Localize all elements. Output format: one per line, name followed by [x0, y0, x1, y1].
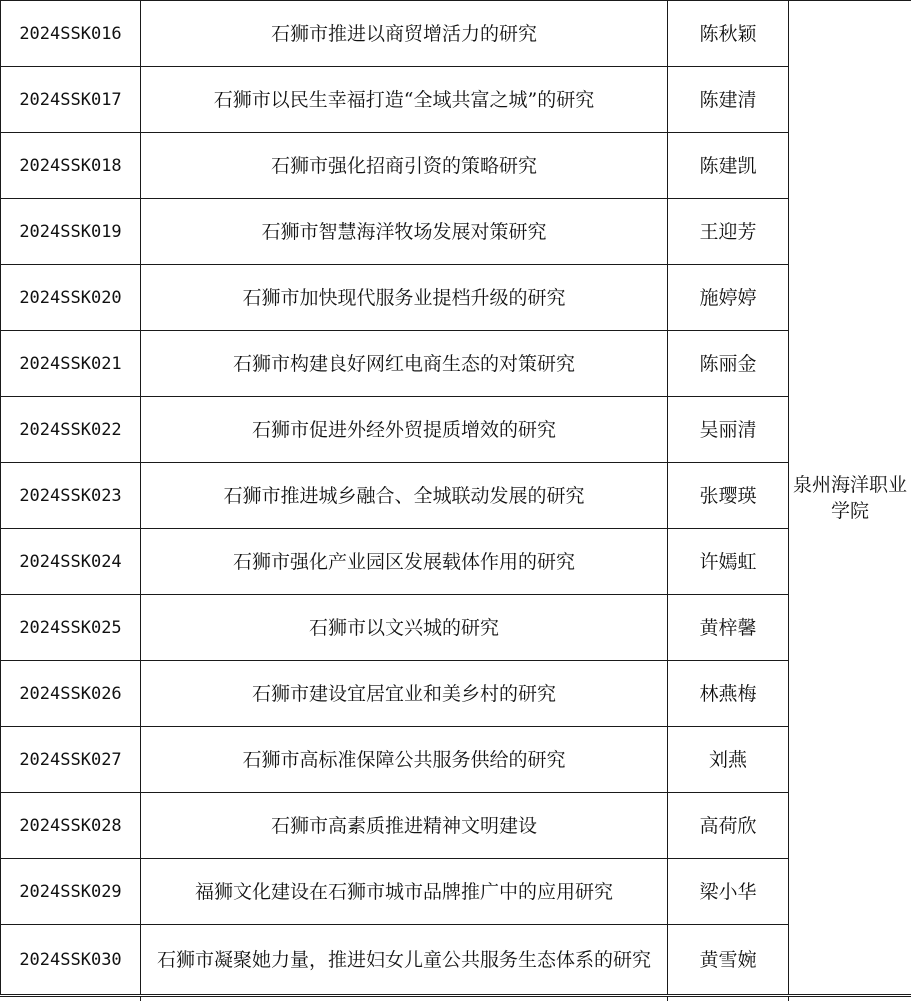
project-leader: 黄梓馨: [668, 595, 789, 661]
project-code: 2024SSK020: [1, 265, 141, 331]
project-code: 2024SSK026: [1, 661, 141, 727]
project-leader: 吴丽清: [668, 397, 789, 463]
project-leader: 王迎芳: [668, 199, 789, 265]
project-code: 2024SSK022: [1, 397, 141, 463]
project-title: 石狮市加快现代服务业提档升级的研究: [141, 265, 668, 331]
table-row: [1, 661, 911, 727]
project-leader: 陈建凯: [668, 133, 789, 199]
project-title: 石狮市建设宜居宜业和美乡村的研究: [141, 661, 668, 727]
project-code: 2024SSK024: [1, 529, 141, 595]
project-title: 石狮市构建良好网红电商生态的对策研究: [141, 331, 668, 397]
project-title: 石狮市推进城乡融合、全城联动发展的研究: [141, 463, 668, 529]
organization-cell: 泉州海洋职业学院: [789, 1, 911, 995]
table-row: [1, 133, 911, 199]
table-row: [1, 529, 911, 595]
project-leader: 高荷欣: [668, 793, 789, 859]
project-leader: 施婷婷: [668, 265, 789, 331]
table-bottom-edge: [0, 996, 911, 1001]
table-row: [1, 925, 911, 995]
table-row: [1, 331, 911, 397]
project-code: 2024SSK021: [1, 331, 141, 397]
project-code: 2024SSK019: [1, 199, 141, 265]
project-title: 福狮文化建设在石狮市城市品牌推广中的应用研究: [141, 859, 668, 925]
project-title: 石狮市凝聚她力量，推进妇女儿童公共服务生态体系的研究: [141, 925, 668, 995]
project-code: 2024SSK018: [1, 133, 141, 199]
table-row: [1, 199, 911, 265]
project-leader: 黄雪婉: [668, 925, 789, 995]
project-title: 石狮市以民生幸福打造“全域共富之城”的研究: [141, 67, 668, 133]
table-row: [1, 265, 911, 331]
project-leader: 许嫣虹: [668, 529, 789, 595]
project-title: 石狮市智慧海洋牧场发展对策研究: [141, 199, 668, 265]
table-row: [1, 463, 911, 529]
project-code: 2024SSK030: [1, 925, 141, 995]
project-leader: 陈丽金: [668, 331, 789, 397]
project-title: 石狮市推进以商贸增活力的研究: [141, 1, 668, 67]
project-title: 石狮市强化产业园区发展载体作用的研究: [141, 529, 668, 595]
project-code: 2024SSK028: [1, 793, 141, 859]
project-leader: 张璎瑛: [668, 463, 789, 529]
project-leader: 陈建清: [668, 67, 789, 133]
table-row: [1, 727, 911, 793]
project-title: 石狮市促进外经外贸提质增效的研究: [141, 397, 668, 463]
table-row: [1, 397, 911, 463]
project-leader: 梁小华: [668, 859, 789, 925]
project-title: 石狮市高素质推进精神文明建设: [141, 793, 668, 859]
project-code: 2024SSK029: [1, 859, 141, 925]
project-code: 2024SSK017: [1, 67, 141, 133]
project-leader: 陈秋颖: [668, 1, 789, 67]
table-row: [1, 67, 911, 133]
project-leader: 刘燕: [668, 727, 789, 793]
project-leader: 林燕梅: [668, 661, 789, 727]
project-code: 2024SSK027: [1, 727, 141, 793]
project-title: 石狮市高标准保障公共服务供给的研究: [141, 727, 668, 793]
project-code: 2024SSK016: [1, 1, 141, 67]
project-code: 2024SSK023: [1, 463, 141, 529]
project-code: 2024SSK025: [1, 595, 141, 661]
project-title: 石狮市强化招商引资的策略研究: [141, 133, 668, 199]
table-row: [1, 793, 911, 859]
table-row: [1, 859, 911, 925]
table-row: [1, 595, 911, 661]
table-row: [1, 1, 911, 67]
project-title: 石狮市以文兴城的研究: [141, 595, 668, 661]
table-body: [1, 1, 911, 995]
